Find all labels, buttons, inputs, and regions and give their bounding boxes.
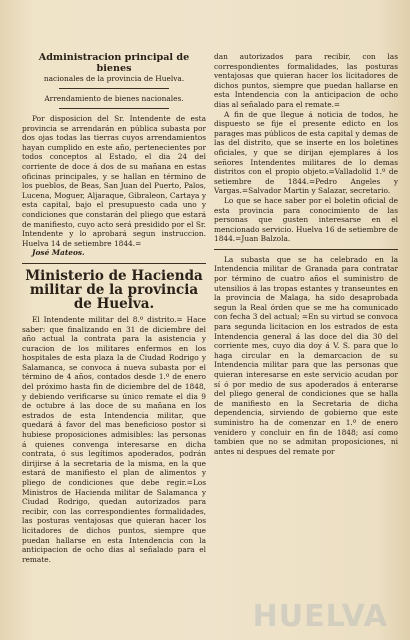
notice-title: Arrendamiento de bienes nacionales.: [44, 94, 184, 103]
notice-bienes-nacionales: [22, 52, 206, 258]
ministry-heading: Ministerio de Hacienda militar de la provincia de Huelva.: [25, 267, 203, 312]
section-divider: [22, 263, 206, 264]
notice-paragraph: Lo que se hace saber por el boletin oficial de esta provincia para conocimiento de las personas que gusten interesarse en el mencionado servicio. Huelva 16 de setiembre de 1844.=Juan Balzola.: [214, 195, 398, 244]
edict-paragraph: A fin de que llegue á noticia de todos, he dispuesto se fije el presente edicto en los parages mas públicos de esta capital y demas de las del distrito, que se inserte en los boletines oficiales, y que se dirijan ejemplares á los señores Intendentes militares de lo demas distritos con el propio objeto.=Valladolid 1.º de setiembre de 1844.=Pedro Angeles y Vargas.=Salvador Martin y Salazar, secretario.: [214, 109, 398, 196]
right-column: [214, 52, 398, 626]
notice-signature: José Mateos.: [32, 248, 85, 258]
section-divider: [214, 249, 398, 250]
divider: [59, 108, 169, 109]
notice-subheading: nacionales de la provincia de Huelva.: [43, 74, 185, 83]
subasta-paragraph: La subasta que se ha celebrado en la Intendencia militar de Granada para contratar por término de cuatro años el suministro de utensilios á las tropas estantes y transeuntes en la provincia de Malaga, ha sido desaprobada segun la Real órden que se me ha comunicado con fecha 3 del actual; =En su virtud se convoca para segunda licitacion en los estrados de esta Intendencia general á las doce del dia 30 del corriente mes, cuyo dia doy á V. S. para que lo haga circular en la demarcacion de su Intendencia militar para que las personas que quieran interesarse en este servicio acudan por sí ó por medio de sus apoderados á enterarse del pliego general de condiciones que se halla de manifiesto en la Secretaria de dicha dependencia, sirviendo de gobierno que este suministro ha de comenzar en 1.º de enero venidero y concluir en fin de 1848; así como tambien que no se admitan proposiciones, ni antes ni despues del remate por: [214, 254, 398, 456]
continuation-paragraph: dan autorizados para recibir, con las correspondientes formalidades, las posturas ventajosas que quieran hacer los licitadores de dichos puntos, siempre que puedan hallarse en esta Intendencia con la anticipacion de ocho dias al señalado para el remate.=: [214, 52, 398, 109]
notice-heading: Administracion principal de bienes: [38, 52, 190, 74]
divider: [59, 88, 169, 89]
notice-hacienda-militar: [22, 269, 206, 564]
ministry-body: El Intendente militar del 8.º distrito.= Hace saber: que finalizando en 31 de diciembre del año actual la contrata para la asistencia y curacion de los militares enfermos en los hospitales de esta plaza la de Ciudad Rodrigo y Salamanca, se convoca á nueva subasta por el término de 4 años, contados desde 1.º de enero del próximo hasta fin de diciembre del de 1848, y debiendo verificarse su único remate el dia 9 de octubre á las doce de su mañana en los estrados de esta Intendencia militar, que quedará á favor del mas beneficioso postor si hubiese proposiciones admisibles: las personas á quienes convenga interesarse en dicha contrata, ó sus legítimos apoderados, podrán dirijirse á la secretaria de la misma, en la que estará de manifiesto el plan de alimentos y pliego de condiciones que debe regir.=Los Ministros de Hacienda militar de Salamanca y Ciudad Rodrigo, quedan autorizados para recibir, con las correspondientes formalidades, las posturas ventajosas que quieran hacer los licitadores de dichos puntos, siempre que puedan hallarse en esta Intendencia con la anticipacion de ocho dias al señalado para el remate.: [22, 314, 206, 564]
left-column: [22, 52, 206, 626]
text-columns: [22, 52, 398, 626]
archive-watermark: HUELVA: [252, 599, 388, 634]
notice-body: Por disposicion del Sr. Intendente de esta provincia se arrendarán en pública subasta por dos ojas todas las tierras cuyos arrendamientos hayan cumplido en este año, pertenecientes por todos conceptos al Estado, el dia 24 del corriente de doce á dos de su mañana en estas oficinas principales, y se hallan en término de los pueblos, de Beas, San Juan del Puerto, Palos, Lucena, Moguer, Aljaraque, Gibraleon, Cartaya y esta capital, bajo el presupuesto cada uno y condiciones que constarán del pliego que estará de manifiesto, cuyo acto será presidido por el Sr. Intendente y lo aprobará segun instruccion. Huelva 14 de setiembre 1844.=: [22, 114, 206, 248]
